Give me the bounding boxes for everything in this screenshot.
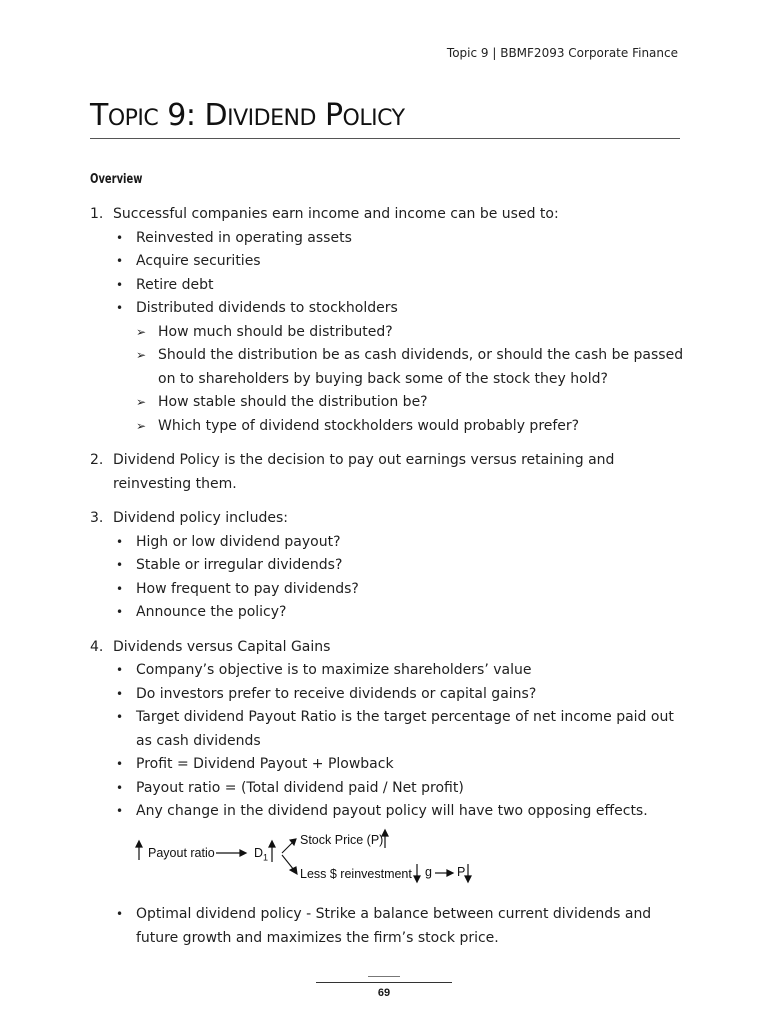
list-item-4 bbox=[90, 636, 690, 660]
page-title: TOPIC 9: DIVIDEND POLICY bbox=[90, 98, 405, 133]
right-arrow-icon bbox=[435, 870, 453, 876]
bullet-item: • Stable or irregular dividends? bbox=[90, 554, 690, 578]
bullet-icon: • bbox=[116, 581, 124, 596]
list-item-1 bbox=[90, 203, 690, 227]
footer-rule-short bbox=[368, 976, 400, 977]
bullet-icon: • bbox=[116, 277, 124, 292]
bullet-icon: • bbox=[116, 757, 124, 771]
item-text: Dividends versus Capital Gains bbox=[113, 638, 331, 655]
bullet-icon: • bbox=[116, 534, 124, 549]
bullet-item: • Any change in the dividend payout policy will have two opposing effects. bbox=[90, 800, 690, 824]
overview-heading: Overview bbox=[90, 172, 143, 187]
up-arrow-icon bbox=[136, 841, 142, 860]
bullet-item: • Retire debt bbox=[90, 274, 690, 298]
list-item-3 bbox=[90, 507, 690, 531]
arrow-bullet-icon: ➢ bbox=[136, 348, 147, 362]
bullet-icon: • bbox=[116, 254, 124, 268]
down-arrow-icon bbox=[465, 864, 471, 882]
bullet-item: • Acquire securities bbox=[90, 250, 690, 274]
bullet-icon: • bbox=[116, 686, 124, 701]
bullet-icon: • bbox=[116, 804, 124, 818]
bullet-icon: • bbox=[116, 663, 124, 677]
arrow-item: ➢ How stable should the distribution be? bbox=[90, 391, 690, 415]
optimal-policy-item bbox=[90, 903, 690, 950]
arrow-bullet-icon: ➢ bbox=[136, 418, 147, 433]
bullet-item: • Distributed dividends to stockholders bbox=[90, 297, 690, 321]
item-number: 2. bbox=[90, 452, 104, 468]
arrow-item: ➢ How much should be distributed? bbox=[90, 321, 690, 345]
bullet-icon: • bbox=[116, 907, 124, 921]
down-arrow-icon bbox=[414, 864, 420, 882]
bullet-item: • Target dividend Payout Ratio is the target percentage of net income paid out as cash dividends bbox=[90, 706, 690, 753]
up-arrow-icon bbox=[269, 841, 275, 862]
bullet-icon: • bbox=[116, 780, 124, 795]
running-header: Topic 9 | BBMF2093 Corporate Finance bbox=[446, 46, 678, 60]
bullet-item: • Company’s objective is to maximize shareholders’ value bbox=[90, 659, 690, 683]
bullet-icon: • bbox=[116, 710, 124, 724]
item-text: Dividend policy includes: bbox=[113, 510, 288, 526]
numbered-list bbox=[90, 203, 690, 824]
bullet-item: • Payout ratio = (Total dividend paid / Net profit) bbox=[90, 777, 690, 801]
arrow-item: ➢ Should the distribution be as cash dividends, or should the cash be passed on to shareholders by buying back some of the stock they hold? bbox=[90, 344, 690, 391]
arrow-bullet-icon: ➢ bbox=[136, 324, 147, 339]
bullet-item: • Do investors prefer to receive dividends or capital gains? bbox=[90, 683, 690, 707]
branch-up-arrow-icon bbox=[282, 839, 296, 853]
stock-price-label: Stock Price (P) bbox=[300, 833, 384, 847]
less-reinvestment-label: Less $ reinvestment bbox=[300, 867, 412, 881]
payout-effects-diagram bbox=[130, 828, 490, 888]
page-number: 69 bbox=[377, 987, 391, 999]
arrow-item: ➢ Which type of dividend stockholders would probably prefer? bbox=[90, 415, 690, 439]
item-text: Dividend Policy is the decision to pay out earnings versus retaining and reinvesting them. bbox=[113, 452, 615, 492]
item-text: Successful companies earn income and income can be used to: bbox=[113, 206, 559, 222]
price-label: P bbox=[457, 865, 466, 879]
item-number: 4. bbox=[90, 638, 104, 655]
arrow-bullet-icon: ➢ bbox=[136, 395, 147, 409]
bullet-icon: • bbox=[116, 605, 124, 619]
d1-label: $D_1$ bbox=[254, 846, 269, 863]
bullet-icon: • bbox=[116, 230, 124, 245]
bullet-item: • High or low dividend payout? bbox=[90, 531, 690, 555]
bullet-icon: • bbox=[116, 558, 124, 572]
bullet-item: • How frequent to pay dividends? bbox=[90, 578, 690, 602]
bullet-item: • Optimal dividend policy - Strike a balance between current dividends and future growth and maximizes the firm’s stock price. bbox=[90, 903, 690, 950]
item-number: 3. bbox=[90, 510, 104, 526]
growth-label: g bbox=[425, 865, 432, 879]
item-number: 1. bbox=[90, 206, 104, 222]
branch-down-arrow-icon bbox=[282, 855, 297, 874]
right-arrow-icon bbox=[216, 850, 246, 856]
bullet-item: • Announce the policy? bbox=[90, 601, 690, 625]
title-underline bbox=[90, 138, 680, 139]
bullet-icon: • bbox=[116, 301, 124, 315]
bullet-item: • Reinvested in operating assets bbox=[90, 227, 690, 251]
list-item-2 bbox=[90, 449, 690, 496]
bullet-item: • Profit = Dividend Payout + Plowback bbox=[90, 753, 690, 777]
footer-rule bbox=[316, 982, 452, 983]
payout-ratio-label: Payout ratio bbox=[148, 846, 215, 860]
